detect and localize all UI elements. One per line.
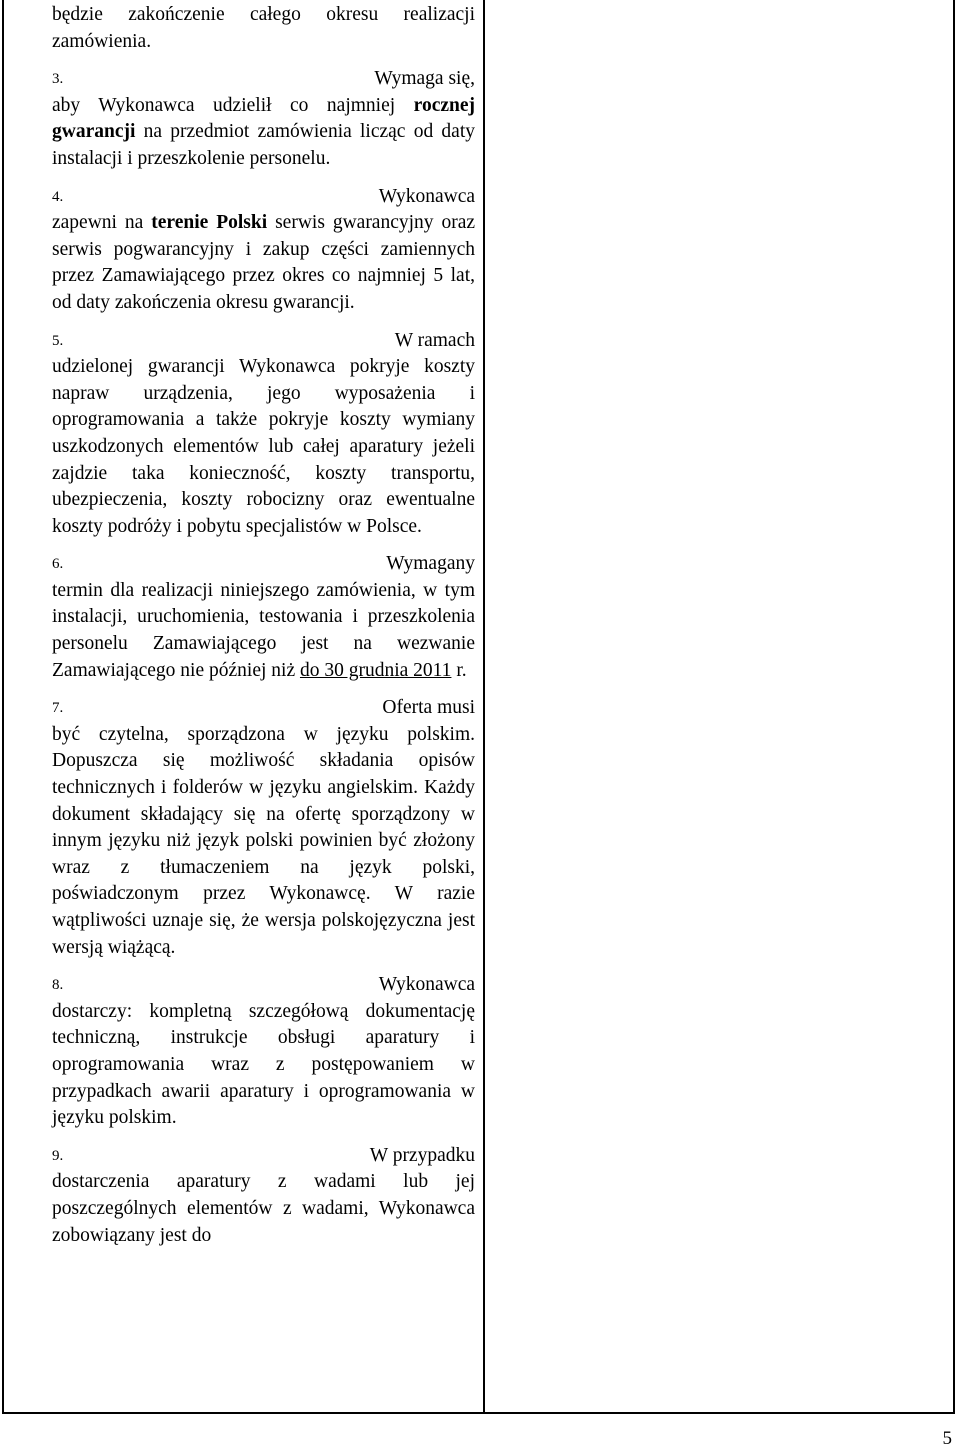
item-9-text: dostarczenia aparatury z wadami lub jej poszczególnych elementów z wadami, Wykonawca zobowiązany jest do — [52, 1171, 475, 1246]
item-8-text: dostarczy: kompletną szczegółową dokumentację techniczną, instrukcje obsługi aparatury i oprogramowania wraz z postępowaniem w przypadkach awarii aparatury i oprogramowania w języku polskim. — [52, 1000, 475, 1129]
item-3-head: Wymaga się, — [374, 68, 475, 90]
item-8-head: Wykonawca — [378, 974, 475, 996]
item-5-text: udzielonej gwarancji Wykonawca pokryje koszty napraw urządzenia, jego wyposażenia i oprogramowania a także pokryje koszty wymiany uszkodzonych elementów lub całej aparatury jeżeli zajdzie taka konieczność, koszty transportu, ubezpieczenia, koszty robocizny oraz ewentualne koszty podróży i pobytu specjalistów w Polsce. — [52, 356, 475, 537]
item-4-pre: zapewni na — [52, 212, 144, 234]
intro-paragraph: będzie zakończenie całego okresu realizacji zamówienia. — [52, 4, 475, 52]
page-number: 5 — [942, 1428, 952, 1449]
item-8-heading-line — [52, 972, 475, 999]
item-6-text: termin dla realizacji niniejszego zamówienia, w tym instalacji, uruchomienia, testowania i przeszkolenia personelu Zamawiającego jest na wezwanie Zamawiającego nie później niż — [52, 579, 475, 681]
item-3-bold: rocznej gwarancji — [52, 94, 476, 143]
item-4-head: Wykonawca — [378, 185, 475, 207]
item-9 — [52, 1143, 475, 1249]
item-3-pre: aby Wykonawca udzielił co najmniej — [52, 94, 396, 116]
item-7-number: 7. — [52, 700, 64, 717]
item-6-tail: r. — [456, 659, 467, 681]
item-6-head: Wymagany — [386, 553, 475, 575]
item-7-head: Oferta musi — [382, 697, 475, 719]
item-6-heading-line — [52, 551, 475, 578]
item-6 — [52, 551, 475, 684]
item-8-number: 8. — [52, 977, 64, 994]
column-divider — [483, 0, 485, 1412]
item-6-number: 6. — [52, 556, 64, 573]
item-9-number: 9. — [52, 1147, 64, 1164]
item-5-number: 5. — [52, 332, 64, 349]
item-3-number: 3. — [52, 71, 64, 88]
item-4 — [52, 184, 475, 317]
item-8 — [52, 972, 475, 1132]
item-5-head: W ramach — [394, 329, 475, 351]
item-5 — [52, 328, 475, 541]
item-7 — [52, 695, 475, 961]
item-9-heading-line — [52, 1143, 475, 1170]
item-5-heading-line — [52, 328, 475, 355]
item-4-number: 4. — [52, 188, 64, 205]
item-9-head: W przypadku — [369, 1144, 475, 1166]
item-4-heading-line — [52, 184, 475, 211]
item-4-bold: terenie Polski — [151, 212, 268, 234]
item-3 — [52, 66, 475, 172]
item-6-deadline: do 30 grudnia 2011 — [299, 659, 452, 681]
item-7-heading-line — [52, 695, 475, 722]
item-7-text: być czytelna, sporządzona w języku polskim. Dopuszcza się możliwość składania opisów technicznych i folderów w języku angielskim. Każdy dokument składający się na ofertę sporządzony w innym języku niż język polski powinien być złożony wraz z tłumaczeniem na język polski, poświadczonym przez Wykonawcę. W razie wątpliwości uznaje się, że wersja polskojęzyczna jest wersją wiążącą. — [52, 723, 475, 958]
item-3-heading-line — [52, 66, 475, 93]
document-table — [2, 0, 955, 1414]
left-cell — [52, 2, 475, 1249]
item-4-post: serwis gwarancyjny oraz serwis pogwarancyjny i zakup części zamiennych przez Zamawiającego przez okres co najmniej 5 lat, od daty zakończenia okresu gwarancji. — [52, 212, 476, 313]
item-3-post: na przedmiot zamówienia licząc od daty instalacji i przeszkolenie personelu. — [52, 121, 475, 169]
